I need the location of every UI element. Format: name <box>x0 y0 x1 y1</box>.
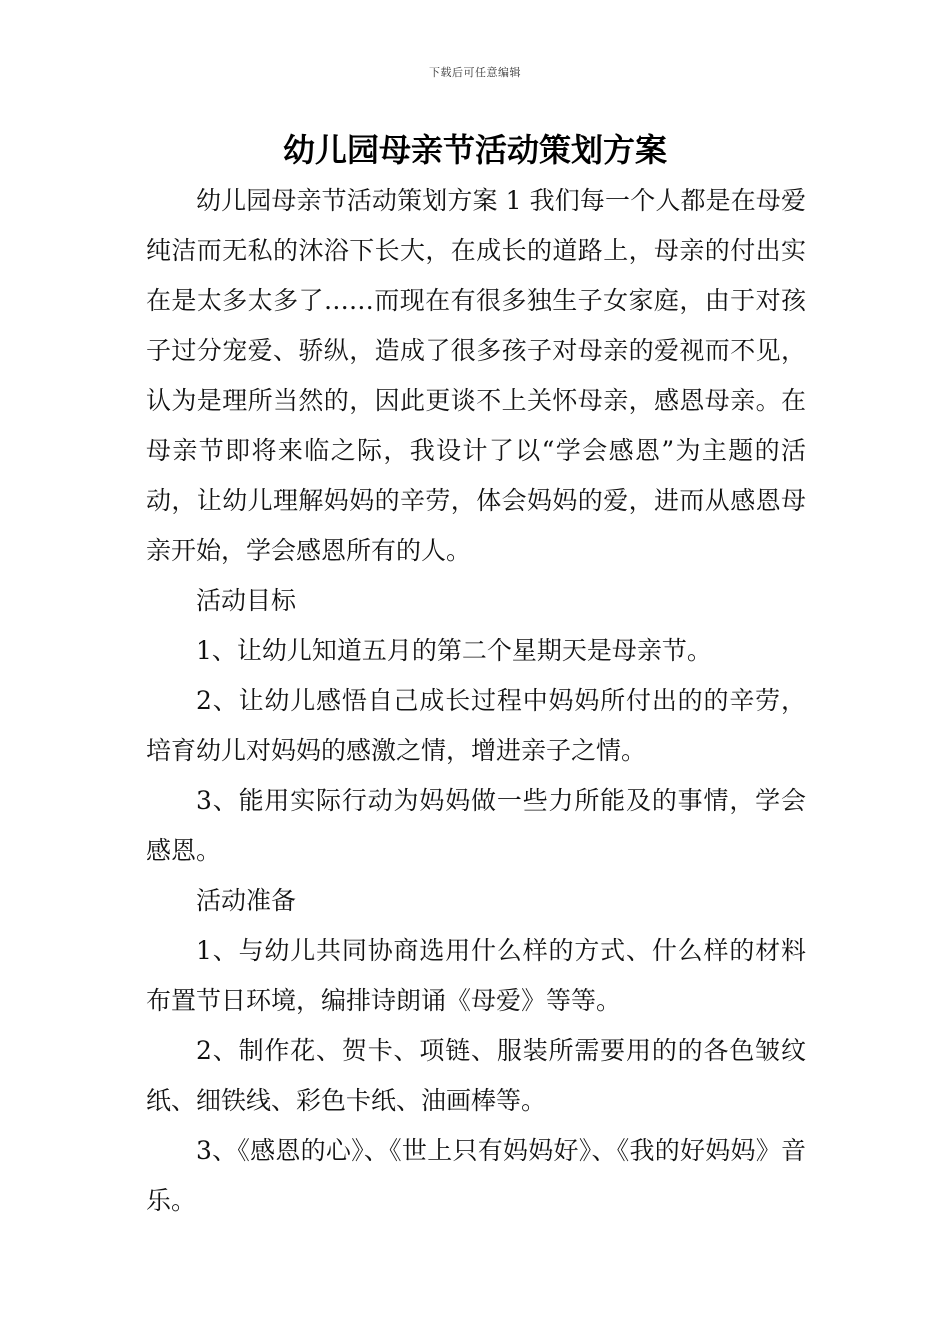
preparation-item-2: 2、制作花、贺卡、项链、服装所需要用的的各色皱纹纸、细铁线、彩色卡纸、油画棒等。 <box>146 1036 806 1115</box>
section-heading-goals: 活动目标 <box>196 586 297 615</box>
goal-item-3: 3、能用实际行动为妈妈做一些力所能及的事情，学会感恩。 <box>146 786 806 865</box>
preparation-item-1: 1、与幼儿共同协商选用什么样的方式、什么样的材料布置节日环境，编排诗朗诵《母爱》等等。 <box>146 936 806 1015</box>
header-note: 下载后可任意编辑 <box>429 66 521 79</box>
goal-item-1: 1、让幼儿知道五月的第二个星期天是母亲节。 <box>196 636 712 665</box>
preparation-item-3: 3、《感恩的心》、《世上只有妈妈好》、《我的好妈妈》音乐。 <box>146 1136 806 1215</box>
document-body <box>146 176 806 1226</box>
goal-item-2: 2、让幼儿感悟自己成长过程中妈妈所付出的的辛劳，培育幼儿对妈妈的感激之情，增进亲子之情。 <box>146 686 806 765</box>
section-heading-preparation: 活动准备 <box>196 886 297 915</box>
intro-paragraph: 幼儿园母亲节活动策划方案 1 我们每一个人都是在母爱纯洁而无私的沐浴下长大，在成长的道路上，母亲的付出实在是太多太多了……而现在有很多独生子女家庭，由于对孩子过分宠爱、骄纵，造成了很多孩子对母亲的爱视而不见，认为是理所当然的，因此更谈不上关怀母亲，感恩母亲。在母亲节即将来临之际，我设计了以“学会感恩”为主题的活动，让幼儿理解妈妈的辛劳，体会妈妈的爱，进而从感恩母亲开始，学会感恩所有的人。 <box>146 186 806 565</box>
document-title: 幼儿园母亲节活动策划方案 <box>282 131 667 169</box>
